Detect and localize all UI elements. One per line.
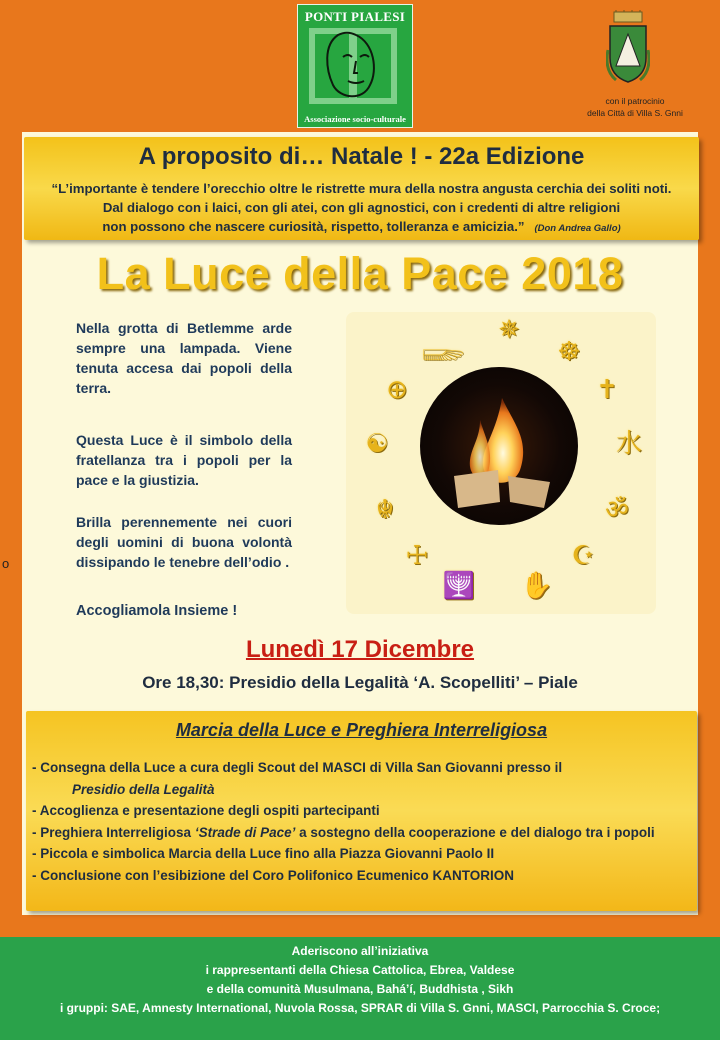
logo-subtitle: Associazione socio-culturale (304, 114, 406, 124)
bullet-mark: o (2, 556, 10, 571)
program-item-3: - Preghiera Interreligiosa ‘Strade di Pace’ a sostegno della cooperazione e del dialogo tra i popoli (32, 824, 655, 840)
city-crest-icon (606, 10, 650, 90)
menorah-icon: 🕎 (442, 570, 476, 600)
bottom-orange-band (0, 915, 720, 937)
paragraph-3: Brilla perennemente nei cuori degli uomini di buona volontà dissipando le tenebre dell’odio . (76, 514, 292, 570)
program-item-1: - Consegna della Luce a cura degli Scout del MASCI di Villa San Giovanni presso il (32, 760, 563, 775)
event-time-location: Ore 18,30: Presidio della Legalità ‘A. Scopelliti’ – Piale (142, 673, 578, 692)
om-icon: ॐ (605, 494, 629, 524)
footer-text: Aderiscono all’iniziativa i rappresentanti della Chiesa Cattolica, Ebrea, Valdese e della comunità Musulmana, Bahá’í, Buddhista , Sikh i gruppi: SAE, Amnesty International, Nuvola Rossa, SPRAR di Villa S. Gnni, MASCI, Parrocchia S. Croce; (59, 944, 661, 1015)
program-item-1-italic: Presidio della Legalità (72, 781, 215, 797)
khanda-icon: ☬ (375, 494, 395, 524)
main-title: La Luce della Pace 2018 (96, 248, 624, 299)
native-arrow-icon: ⊕ (386, 374, 408, 404)
event-date: Lunedì 17 Dicembre (245, 636, 475, 663)
program-box (26, 711, 697, 911)
hamsa-icon: ✋ (520, 570, 554, 600)
paragraph-1: Nella grotta di Betlemme arde sempre una lampada. Viene tenuta accesa dai popoli della terra. (76, 320, 292, 396)
jerusalem-cross-icon: ☩ (405, 540, 429, 570)
dharma-wheel-icon: ☸ (557, 336, 581, 366)
logo-face-icon (308, 25, 404, 109)
program-list (32, 757, 692, 886)
star-of-bahai-icon: ✵ (498, 314, 520, 344)
program-title: Marcia della Luce e Preghiera Interreligiosa (175, 720, 548, 740)
crescent-star-icon: ☪ (571, 540, 595, 570)
header-title: A proposito di… Natale ! - 22a Edizione (138, 143, 585, 170)
quote-author: (Don Andrea Gallo) (534, 223, 621, 234)
program-item-4: - Piccola e simbolica Marcia della Luce fino alla Piazza Giovanni Paolo II (32, 846, 495, 861)
accogliamola-text: Accogliamola Insieme ! (76, 603, 238, 619)
program-item-5: - Conclusione con l’esibizione del Coro Polifonico Ecumenico KANTORION (32, 867, 515, 883)
logo-title: PONTI PIALESI (304, 9, 406, 24)
patronage-text: con il patrocinio della Città di Villa S. Gnni (587, 96, 683, 118)
header-box (24, 137, 699, 240)
program-item-2: - Accoglienza e presentazione degli ospiti partecipanti (32, 803, 380, 818)
candle-flame-icon (440, 390, 560, 510)
shinto-icon: 水 (615, 428, 642, 458)
cross-icon: ✝ (596, 374, 618, 404)
paragraph-2: Questa Luce è il simbolo della fratellanza tra i popoli per la pace e la giustizia. (76, 432, 292, 488)
quote: “L’importante è tendere l’orecchio oltre le ristrette mura della nostra angusta cerchia dei soliti noti. Dal dialogo con i laici, con gli atei, con gli agnostici, con i credenti di altre religioni non possono che nascere curiosità, rispetto, tolleranza e amicizia.” (Don Andrea Gallo) (51, 181, 672, 234)
faravahar-icon: 𓆃 (422, 336, 465, 366)
yin-yang-icon: ☯ (365, 428, 389, 458)
ponti-pialesi-logo (297, 4, 413, 128)
